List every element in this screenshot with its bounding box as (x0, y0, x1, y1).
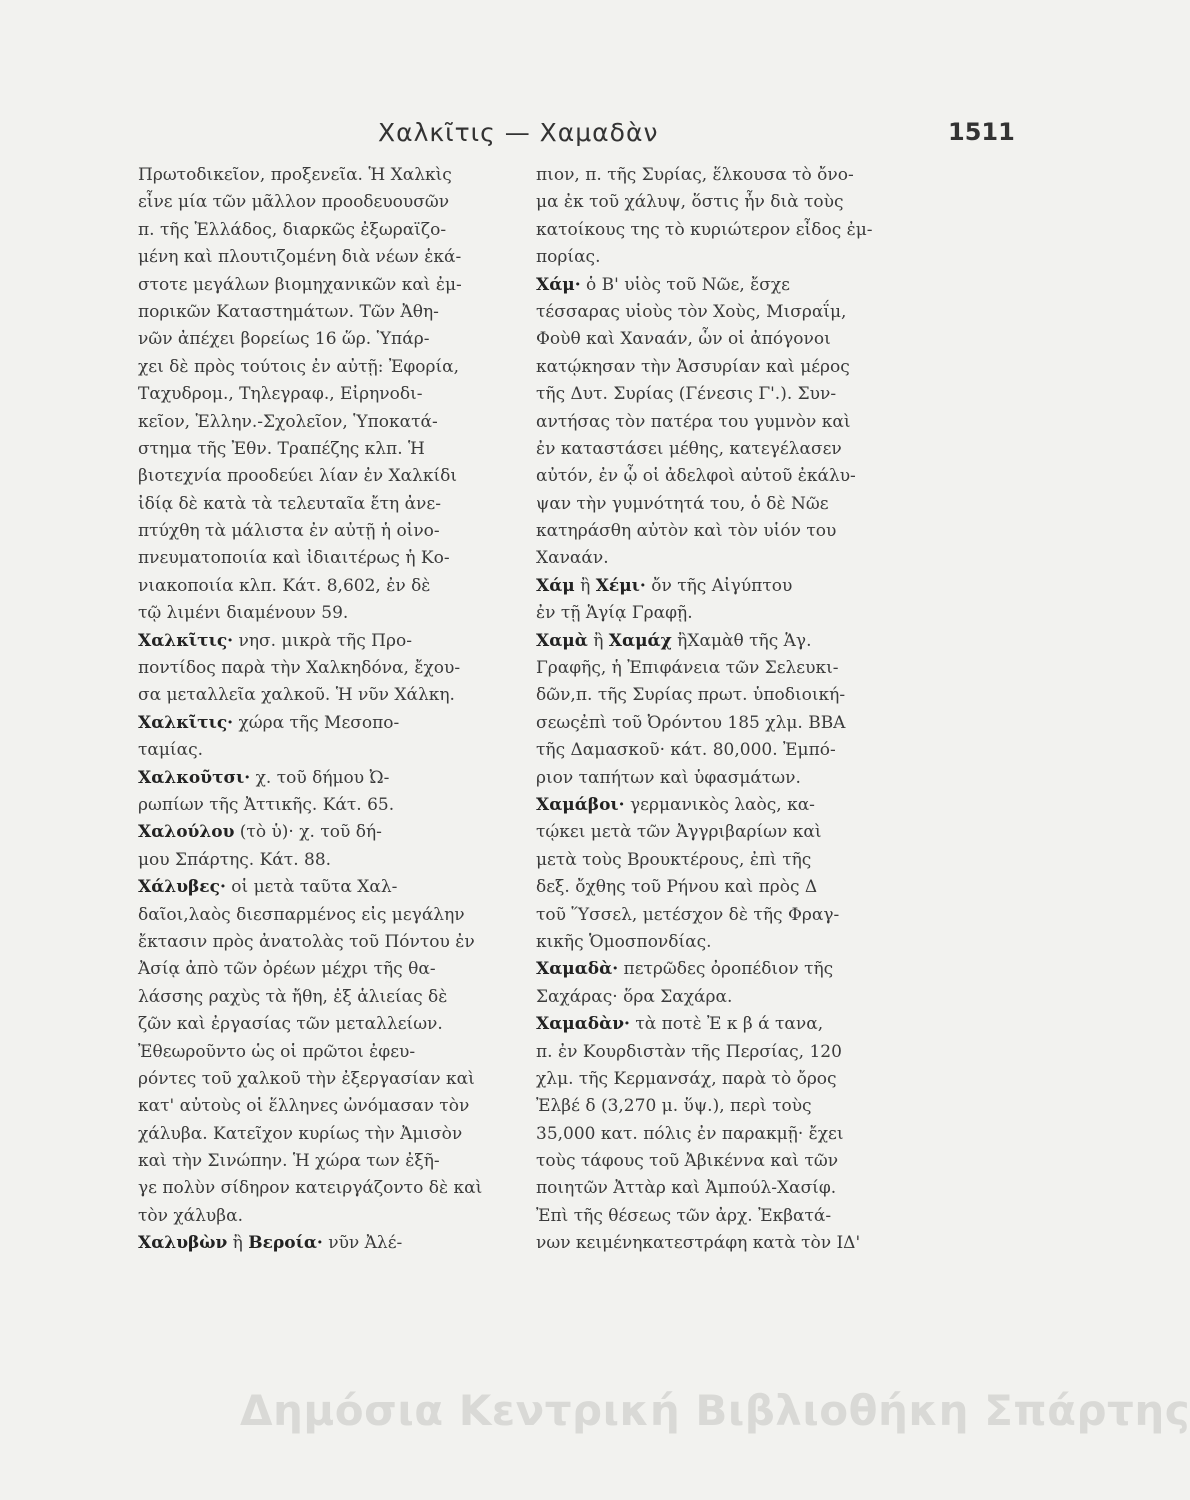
entry-connector: ἢ (227, 1233, 249, 1254)
text-line: σα μεταλλεῖα χαλκοῦ. Ἡ νῦν Χάλκη. (138, 685, 455, 706)
text-line: κεῖον, Ἑλλην.-Σχολεῖον, Ὑποκατά- (138, 411, 438, 432)
text-line: Γραφῆς, ἡ Ἐπιφάνεια τῶν Σελευκι- (536, 658, 839, 679)
page-header (0, 118, 1068, 158)
text-line: μετὰ τοὺς Βρουκτέρους, ἐπὶ τῆς (536, 849, 812, 870)
text-line: ποντίδος παρὰ τὴν Χαλκηδόνα, ἔχου- (138, 658, 461, 679)
text-line: δῶν,π. τῆς Συρίας πρωτ. ὑποδιοική- (536, 685, 846, 706)
entry-line (138, 710, 512, 737)
text-line: Φοὺθ καὶ Χαναάν, ὧν οἱ ἀπόγονοι (536, 329, 831, 350)
text-line: νιακοποιία κλπ. Κάτ. 8,602, ἐν δὲ (138, 575, 431, 596)
entry-headword: Χάμ· (536, 274, 581, 295)
text-line: Ἐλβέ δ (3,270 μ. ὕψ.), περὶ τοὺς (536, 1096, 812, 1117)
text-line: βιοτεχνία προοδεύει λίαν ἐν Χαλκίδι (138, 466, 458, 487)
entry-line (138, 628, 512, 655)
text-line: 35,000 κατ. πόλις ἐν παρακμῇ· ἔχει (536, 1123, 844, 1144)
text-line: Ἀσίᾳ ἀπὸ τῶν ὀρέων μέχρι τῆς θα- (138, 959, 436, 980)
text-line: Πρωτοδικεῖον, προξενεῖα. Ἡ Χαλκὶς (138, 165, 452, 185)
entry-headword: Χάλυβες· (138, 877, 226, 898)
text-line: σεωςἐπὶ τοῦ Ὀρόντου 185 χλμ. ΒΒΑ (536, 712, 846, 733)
entry-text: ὄν τῆς Αἰγύπτου (645, 575, 793, 596)
text-line: μένη καὶ πλουτιζομένη διὰ νέων ἑκά- (138, 247, 462, 268)
entry-connector: ἢ (587, 630, 609, 651)
entry-text: γερμανικὸς λαὸς, κα- (624, 794, 815, 815)
text-line: π. ἐν Κουρδιστὰν τῆς Περσίας, 120 (536, 1041, 842, 1062)
text-line: ἐν τῇ Ἁγίᾳ Γραφῇ. (536, 603, 693, 624)
entry-line (536, 956, 908, 983)
entry-headword: Χαλκῖτις· (138, 630, 234, 651)
text-line: Ἐθεωροῦντο ὡς οἱ πρῶτοι ἐφευ- (138, 1041, 416, 1062)
text-line: κατηράσθη αὐτὸν καὶ τὸν υἱόν του (536, 521, 837, 542)
entry-headword: Χαμαδὰ· (536, 959, 619, 980)
text-line: ἰδίᾳ δὲ κατὰ τὰ τελευταῖα ἔτη ἀνε- (138, 493, 441, 514)
entry-text: χ. τοῦ δήμου Ὠ- (250, 767, 390, 788)
text-line: ψαν τὴν γυμνότητά του, ὁ δὲ Νῶε (536, 493, 829, 514)
entry-line (536, 1011, 908, 1038)
entry-headword: Χαλυβὼν (138, 1233, 228, 1254)
text-line: κατοίκους της τὸ κυριώτερον εἶδος ἐμ- (536, 219, 873, 240)
entry-text: τὰ ποτὲ Ἐ κ β ά τανα, (629, 1014, 824, 1035)
text-line: μου Σπάρτης. Κάτ. 88. (138, 849, 332, 870)
entry-text: οἱ μετὰ ταῦτα Χαλ- (225, 877, 398, 898)
entry-text: χώρα τῆς Μεσοπο- (233, 712, 400, 733)
text-line: δεξ. ὄχθης τοῦ Ρήνου καὶ πρὸς Δ (536, 877, 818, 898)
entry-headword: Χαλκῖτις· (138, 712, 234, 733)
text-line: τοῦ Ὕσσελ, μετέσχον δὲ τῆς Φραγ- (536, 904, 840, 925)
text-line: Ταχυδρομ., Τηλεγραφ., Εἰρηνοδι- (138, 384, 423, 405)
entry-text: (τὸ ὑ)· χ. τοῦ δή- (234, 822, 382, 843)
text-line: τὸν χάλυβα. (138, 1205, 243, 1226)
text-line: ἔκτασιν πρὸς ἀνατολὰς τοῦ Πόντου ἐν (138, 931, 475, 952)
entry-line (138, 1230, 512, 1257)
text-line: ζῶν καὶ ἐργασίας τῶν μεταλλείων. (138, 1014, 443, 1035)
entry-text: ἢΧαμὰθ τῆς Ἁγ. (671, 630, 812, 651)
text-line: τέσσαρας υἱοὺς τὸν Χοὺς, Μισραΐμ, (536, 301, 847, 322)
text-line: αντήσας τὸν πατέρα του γυμνὸν καὶ (536, 411, 851, 432)
text-line: καὶ τὴν Σινώπην. Ἡ χώρα των ἐξῆ- (138, 1151, 440, 1172)
entry-headword-alt: Χέμι· (595, 575, 646, 596)
library-watermark: Δημόσια Κεντρική Βιβλιοθήκη Σπάρτης (240, 1386, 1190, 1435)
text-line: ρόντες τοῦ χαλκοῦ τὴν ἐξεργασίαν καὶ (138, 1068, 475, 1089)
entry-line (536, 272, 908, 299)
entry-line (536, 792, 908, 819)
text-line: νων κειμένηκατεστράφη κατὰ τὸν ΙΔ' (536, 1233, 861, 1254)
text-line: τοὺς τάφους τοῦ Ἀβικέννα καὶ τῶν (536, 1151, 839, 1172)
text-line: Σαχάρας· ὅρα Σαχάρα. (536, 986, 733, 1007)
entry-line (138, 765, 512, 792)
text-line: π. τῆς Ἑλλάδος, διαρκῶς ἐξωραϊζο- (138, 219, 447, 240)
entry-headword: Χαλούλου (138, 822, 235, 843)
text-line: γε πολὺν σίδηρον κατειργάζοντο δὲ καὶ (138, 1178, 483, 1199)
entry-text: πετρῶδες ὀροπέδιον τῆς (618, 959, 834, 980)
entry-text: νῦν Ἀλέ- (322, 1233, 403, 1254)
text-line: εἶνε μία τῶν μᾶλλον προοδευουσῶν (138, 192, 450, 213)
text-line: πορικῶν Καταστημάτων. Τῶν Ἀθη- (138, 301, 439, 322)
text-line: πτύχθη τὰ μάλιστα ἐν αὐτῇ ἡ οἰνο- (138, 521, 440, 542)
text-line: ἐν καταστάσει μέθης, κατεγέλασεν (536, 438, 842, 459)
text-line: μα ἐκ τοῦ χάλυψ, ὅστις ἦν διὰ τοὺς (536, 192, 844, 213)
text-line: τῷ λιμένι διαμένουν 59. (138, 603, 349, 624)
text-line: Χαναάν. (536, 548, 609, 569)
text-line: ταμίας. (138, 740, 204, 761)
entry-headword: Χαμάβοι· (536, 794, 625, 815)
entry-headword: Χάμ (536, 575, 575, 596)
text-line: νῶν ἀπέχει βορείως 16 ὥρ. Ὑπάρ- (138, 329, 430, 350)
entry-headword: Χαμὰ (536, 630, 588, 651)
text-line: αὐτόν, ἐν ᾧ οἱ ἀδελφοὶ αὐτοῦ ἐκάλυ- (536, 466, 856, 487)
text-line: χλμ. τῆς Κερμανσάχ, παρὰ τὸ ὄρος (536, 1068, 837, 1089)
text-line: στημα τῆς Ἐθν. Τραπέζης κλπ. Ἡ (138, 438, 425, 459)
text-line: τῴκει μετὰ τῶν Ἀγγριβαρίων καὶ (536, 822, 822, 843)
running-head: Χαλκῖτις — Χαμαδὰν (378, 118, 659, 147)
text-line: ρωπίων τῆς Ἀττικῆς. Κάτ. 65. (138, 794, 395, 815)
entry-text: νησ. μικρὰ τῆς Προ- (233, 630, 412, 651)
entry-connector: ἢ (574, 575, 596, 596)
text-line: ποιητῶν Ἀττὰρ καὶ Ἀμπούλ-Χασίφ. (536, 1178, 837, 1199)
entry-text: ὁ Β' υἱὸς τοῦ Νῶε, ἔσχε (580, 274, 790, 295)
text-line: κατ' αὐτοὺς οἱ ἕλληνες ὠνόμασαν τὸν (138, 1096, 470, 1117)
right-column (536, 162, 908, 1258)
text-line: Ἐπὶ τῆς θέσεως τῶν ἀρχ. Ἐκβατά- (536, 1205, 832, 1226)
text-line: πορίας. (536, 247, 601, 268)
entry-headword-alt: Βεροία· (248, 1233, 323, 1254)
text-line: λάσσης ραχὺς τὰ ἤθη, ἐξ ἁλιείας δὲ (138, 986, 448, 1007)
text-line: πνευματοποιία καὶ ἰδιαιτέρως ἡ Κο- (138, 548, 450, 569)
entry-headword: Χαλκοῦτσι· (138, 767, 251, 788)
entry-line (138, 874, 512, 901)
text-line: τῆς Δαμασκοῦ· κάτ. 80,000. Ἐμπό- (536, 740, 836, 761)
entry-line (536, 573, 908, 600)
text-line: κικῆς Ὁμοσπονδίας. (536, 931, 712, 952)
text-line: χει δὲ πρὸς τούτοις ἐν αὐτῇ: Ἐφορία, (138, 356, 460, 377)
entry-headword: Χαμαδὰν· (536, 1014, 630, 1035)
page-number: 1511 (948, 118, 1015, 146)
text-line: ριον ταπήτων καὶ ὑφασμάτων. (536, 767, 801, 788)
left-column (138, 162, 512, 1258)
text-line: χάλυβα. Κατεῖχον κυρίως τὴν Ἀμισὸν (138, 1123, 463, 1144)
text-line: στοτε μεγάλων βιομηχανικῶν καὶ ἐμ- (138, 274, 462, 295)
entry-headword-alt: Χαμάχ (608, 630, 672, 651)
text-line: τῆς Δυτ. Συρίας (Γένεσις Γ'.). Συν- (536, 384, 837, 405)
text-line: δαῖοι,λαὸς διεσπαρμένος εἰς μεγάλην (138, 904, 465, 925)
text-line: πιον, π. τῆς Συρίας, ἕλκουσα τὸ ὄνο- (536, 165, 854, 185)
text-line: κατῴκησαν τὴν Ἀσσυρίαν καὶ μέρος (536, 356, 850, 377)
entry-line (138, 819, 512, 846)
entry-line (536, 628, 908, 655)
